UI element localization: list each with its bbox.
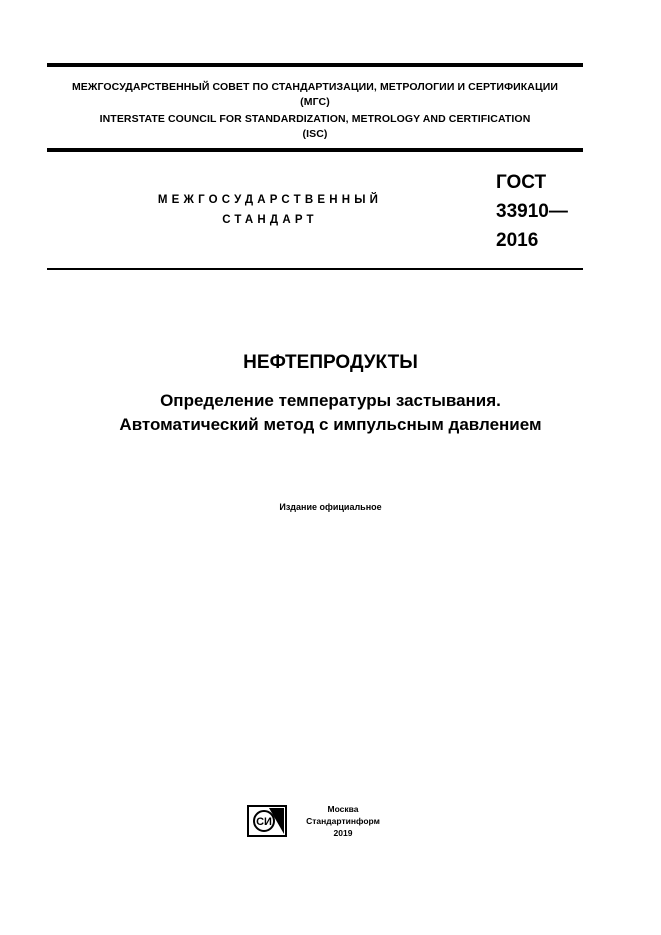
- publisher-year: 2019: [333, 828, 353, 838]
- standard-type-line2: СТАНДАРТ: [222, 214, 318, 226]
- council-en-line2: (ISC): [302, 128, 328, 140]
- council-en-line1: INTERSTATE COUNCIL FOR STANDARDIZATION, METROLOGY AND CERTIFICATION: [99, 113, 531, 125]
- council-ru-line2: (МГС): [300, 96, 330, 108]
- gost-designation: [496, 168, 568, 255]
- publisher-text: [299, 803, 387, 839]
- gost-prefix: ГОСТ: [496, 172, 547, 193]
- designation-divider: [47, 268, 583, 270]
- edition-note: Издание официальное: [279, 502, 382, 512]
- council-en: [47, 112, 583, 142]
- publisher-name: Стандартинформ: [306, 816, 380, 826]
- document-title: НЕФТЕПРОДУКТЫ: [243, 352, 418, 373]
- top-rule: [47, 63, 583, 67]
- document-subtitle: [0, 389, 661, 437]
- subtitle-line2: Автоматический метод с импульсным давлением: [119, 415, 542, 434]
- publisher-city: Москва: [327, 804, 359, 814]
- gost-year: 2016: [496, 230, 539, 251]
- standard-type-line1: МЕЖГОСУДАРСТВЕННЫЙ: [157, 194, 383, 206]
- publisher-block: [247, 803, 387, 839]
- council-ru-line1: МЕЖГОСУДАРСТВЕННЫЙ СОВЕТ ПО СТАНДАРТИЗАЦИИ, МЕТРОЛОГИИ И СЕРТИФИКАЦИИ: [71, 81, 559, 93]
- gost-number: 33910—: [496, 201, 568, 222]
- standard-type: [120, 190, 420, 230]
- council-ru: [47, 80, 583, 110]
- svg-text:СИ: СИ: [256, 816, 272, 828]
- subtitle-line1: Определение температуры застывания.: [160, 391, 501, 410]
- header-divider: [47, 148, 583, 152]
- standartinform-logo-icon: [247, 805, 287, 837]
